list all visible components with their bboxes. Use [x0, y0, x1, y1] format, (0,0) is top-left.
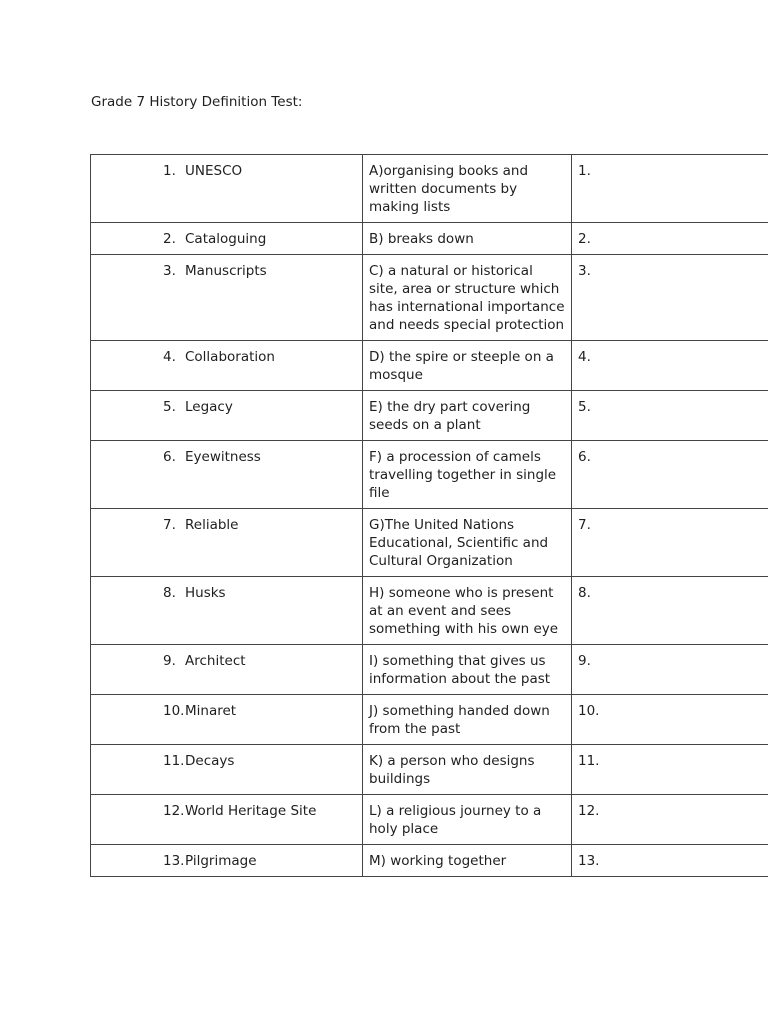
term-cell [91, 845, 363, 877]
table-row [91, 391, 768, 441]
term-text: UNESCO [185, 163, 243, 179]
term-item [163, 752, 358, 770]
definition-cell: D) the spire or steeple on a mosque [363, 341, 572, 391]
term-text: Legacy [185, 399, 233, 415]
term-item [163, 652, 358, 670]
answer-cell: 8. [572, 577, 768, 645]
term-cell [91, 645, 363, 695]
term-item [163, 702, 358, 720]
term-number: 5. [163, 399, 176, 415]
term-item [163, 448, 358, 466]
term-cell [91, 695, 363, 745]
term-number: 1. [163, 163, 176, 179]
term-text: World Heritage Site [185, 803, 317, 819]
table-row [91, 695, 768, 745]
term-cell [91, 577, 363, 645]
table-row [91, 795, 768, 845]
table-row [91, 645, 768, 695]
page-title: Grade 7 History Definition Test: [91, 94, 303, 110]
table-row [91, 155, 768, 223]
definition-cell: H) someone who is present at an event and sees something with his own eye [363, 577, 572, 645]
definition-cell: L) a religious journey to a holy place [363, 795, 572, 845]
table-row [91, 509, 768, 577]
term-number: 11. [163, 753, 185, 769]
answer-cell: 6. [572, 441, 768, 509]
term-number: 4. [163, 349, 176, 365]
answer-cell: 9. [572, 645, 768, 695]
answer-cell: 10. [572, 695, 768, 745]
term-item [163, 802, 358, 820]
definition-cell: E) the dry part covering seeds on a plant [363, 391, 572, 441]
answer-cell: 12. [572, 795, 768, 845]
definition-cell: I) something that gives us information about the past [363, 645, 572, 695]
table-row [91, 341, 768, 391]
answer-cell: 3. [572, 255, 768, 341]
definition-cell: M) working together [363, 845, 572, 877]
answer-cell: 2. [572, 223, 768, 255]
term-item [163, 398, 358, 416]
term-number: 10. [163, 703, 185, 719]
term-cell [91, 255, 363, 341]
term-item [163, 230, 358, 248]
term-cell [91, 795, 363, 845]
term-text: Reliable [185, 517, 239, 533]
term-number: 3. [163, 263, 176, 279]
term-cell [91, 223, 363, 255]
definition-table-body [91, 155, 768, 877]
term-text: Cataloguing [185, 231, 267, 247]
table-row [91, 255, 768, 341]
definition-cell: A)organising books and written documents by making lists [363, 155, 572, 223]
term-number: 8. [163, 585, 176, 601]
term-cell [91, 155, 363, 223]
term-item [163, 852, 358, 870]
term-cell [91, 441, 363, 509]
definition-cell: F) a procession of camels travelling together in single file [363, 441, 572, 509]
definition-cell: G)The United Nations Educational, Scientific and Cultural Organization [363, 509, 572, 577]
term-item [163, 516, 358, 534]
term-text: Pilgrimage [185, 853, 257, 869]
table-row [91, 577, 768, 645]
term-text: Husks [185, 585, 226, 601]
answer-cell: 13. [572, 845, 768, 877]
answer-cell: 1. [572, 155, 768, 223]
term-number: 12. [163, 803, 185, 819]
table-row [91, 223, 768, 255]
answer-cell: 5. [572, 391, 768, 441]
table-row [91, 745, 768, 795]
term-text: Manuscripts [185, 263, 267, 279]
term-cell [91, 509, 363, 577]
term-text: Minaret [185, 703, 237, 719]
term-item [163, 262, 358, 280]
definition-cell: B) breaks down [363, 223, 572, 255]
term-number: 13. [163, 853, 185, 869]
term-item [163, 584, 358, 602]
term-number: 2. [163, 231, 176, 247]
term-item [163, 162, 358, 180]
definition-cell: C) a natural or historical site, area or structure which has international importance and needs special protection [363, 255, 572, 341]
term-cell [91, 391, 363, 441]
term-cell [91, 341, 363, 391]
definition-cell: K) a person who designs buildings [363, 745, 572, 795]
term-text: Eyewitness [185, 449, 261, 465]
term-text: Collaboration [185, 349, 275, 365]
term-text: Decays [185, 753, 235, 769]
term-number: 7. [163, 517, 176, 533]
definition-cell: J) something handed down from the past [363, 695, 572, 745]
table-row [91, 441, 768, 509]
answer-cell: 7. [572, 509, 768, 577]
answer-cell: 11. [572, 745, 768, 795]
definition-table [90, 154, 768, 877]
term-text: Architect [185, 653, 246, 669]
term-cell [91, 745, 363, 795]
answer-cell: 4. [572, 341, 768, 391]
table-row [91, 845, 768, 877]
term-number: 9. [163, 653, 176, 669]
term-item [163, 348, 358, 366]
term-number: 6. [163, 449, 176, 465]
